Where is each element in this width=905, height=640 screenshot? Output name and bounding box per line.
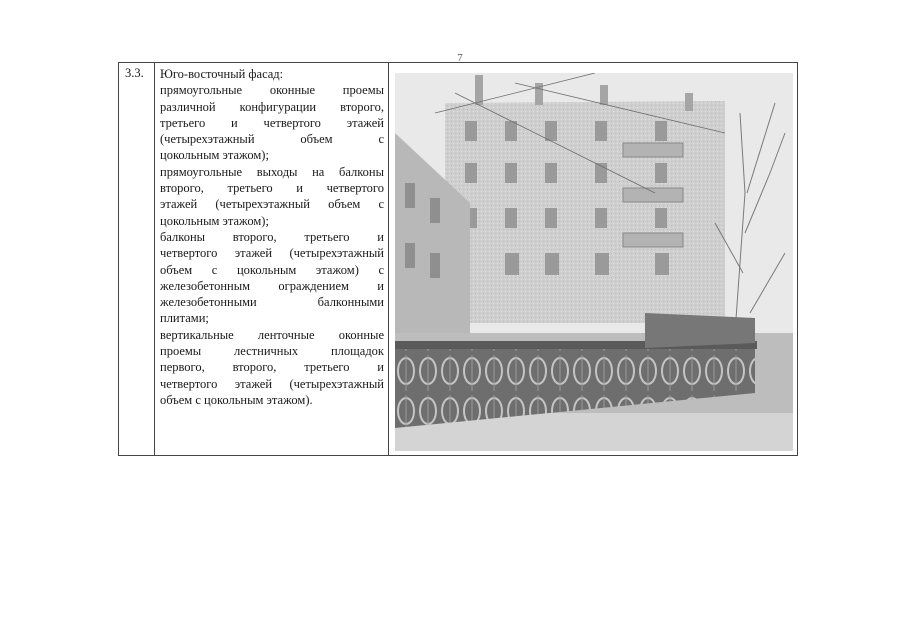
description-line: этажей (четырехэтажный объем с xyxy=(160,197,384,212)
description-line: прямоугольные оконные проемы xyxy=(160,83,384,98)
facade-photo-illustration xyxy=(395,73,793,451)
description-line: четвертого этажей (четырехэтажный xyxy=(160,246,384,261)
photo-cell xyxy=(389,63,797,455)
description-line: различной конфигурации второго, xyxy=(160,99,384,114)
row-number: 3.3. xyxy=(125,66,144,80)
description-line: железобетонным ограждением и xyxy=(160,278,384,293)
description-line: прямоугольные выходы на балконы xyxy=(160,164,384,179)
description-line: четвертого этажей (четырехэтажный xyxy=(160,376,384,391)
description-line: третьего и четвертого этажей xyxy=(160,115,384,130)
document-table xyxy=(118,62,798,456)
page-number: 7 xyxy=(457,52,463,64)
description-line: балконы второго, третьего и xyxy=(160,229,384,244)
description-heading: Юго-восточный фасад: xyxy=(160,67,284,81)
description-line: вертикальные ленточные оконные xyxy=(160,327,384,342)
description-line: цокольным этажом); xyxy=(160,148,269,163)
description-line: второго, третьего и четвертого xyxy=(160,181,384,196)
description-cell xyxy=(155,63,389,455)
description-line: железобетонными балконными xyxy=(160,295,384,310)
description-line: плитами; xyxy=(160,311,209,326)
description-line: цокольным этажом); xyxy=(160,213,269,228)
description-line: (четырехэтажный объем с xyxy=(160,132,384,147)
description-line: объем с цокольным этажом). xyxy=(160,392,313,407)
description-line: объем с цокольным этажом) с xyxy=(160,262,384,277)
description-line: первого, второго, третьего и xyxy=(160,360,384,375)
row-number-cell xyxy=(119,63,155,455)
facade-photo xyxy=(395,73,793,451)
description-lines xyxy=(160,82,384,408)
description-line: проемы лестничных площадок xyxy=(160,344,384,359)
